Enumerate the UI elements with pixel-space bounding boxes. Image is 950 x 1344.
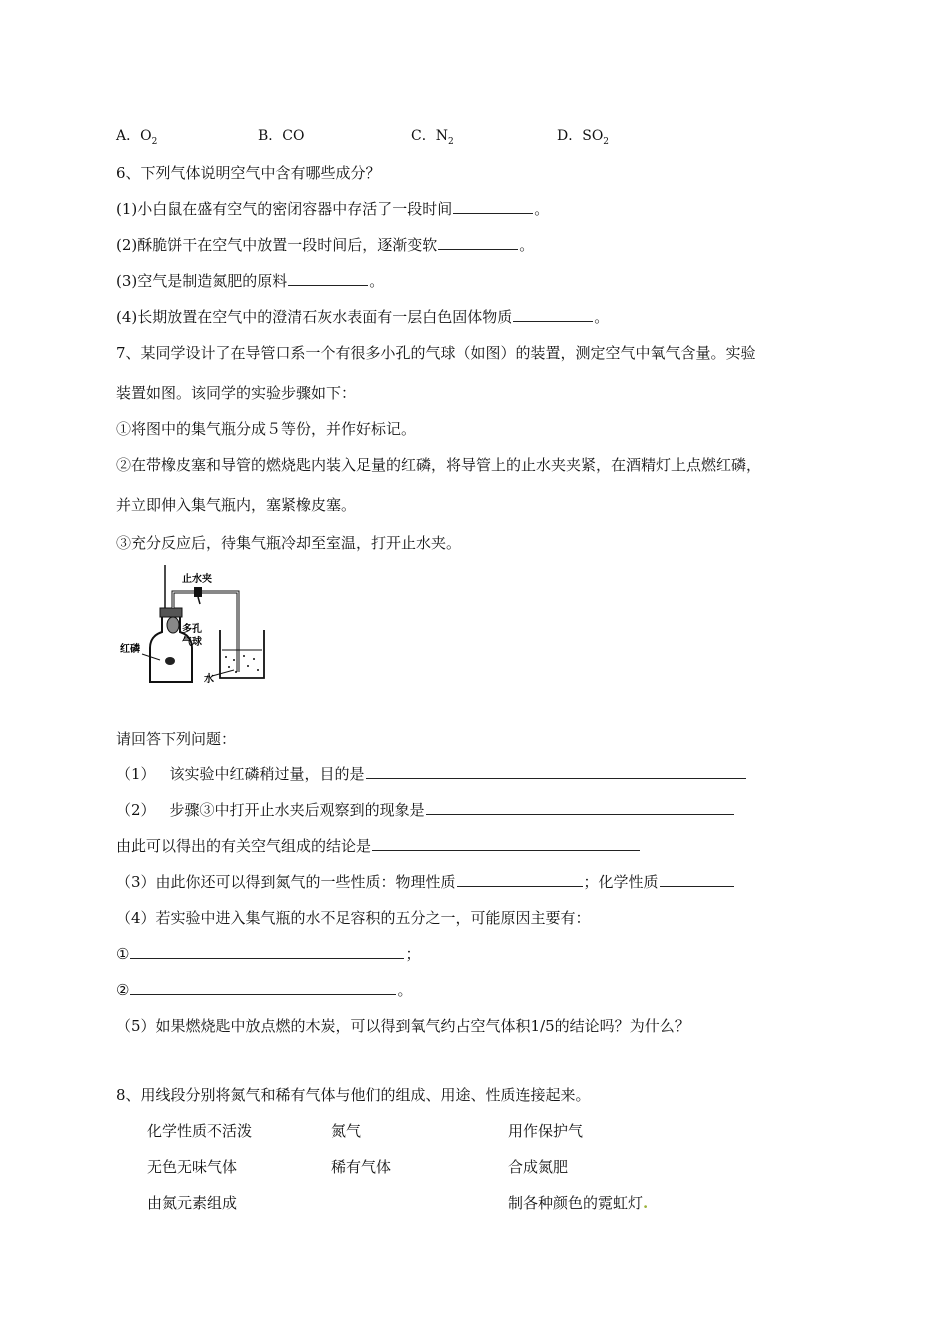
q6-item-3: (3)空气是制造氮肥的原料 。 <box>116 272 385 290</box>
answer-blank[interactable] <box>372 836 640 851</box>
property-item[interactable]: 无色无味气体 <box>147 1158 238 1176</box>
q7-intro-line-2: 装置如图。该同学的实验步骤如下： <box>116 384 357 402</box>
label-balloon-2: 气球 <box>182 637 202 648</box>
q7-sub-3: （3）由此你还可以得到氮气的一些性质：物理性质 ；化学性质 <box>116 872 735 892</box>
q6-item-4: (4)长期放置在空气中的澄清石灰水表面有一层白色固体物质 。 <box>116 308 610 326</box>
answer-blank[interactable] <box>660 872 734 887</box>
q7-sub-2: （2） 步骤③中打开止水夹后观察到的现象是 <box>116 800 735 820</box>
answer-blank[interactable] <box>366 764 746 779</box>
label-water: 水 <box>204 674 214 685</box>
q7-sub-5: （5）如果燃烧匙中放点燃的木炭，可以得到氧气约占空气体积1/5的结论吗？为什么？ <box>116 1017 690 1035</box>
label-phosphorus: 红磷 <box>120 644 140 655</box>
apparatus-figure <box>116 562 278 686</box>
label-clamp: 止水夹 <box>182 574 212 585</box>
answer-blank[interactable] <box>426 800 734 815</box>
q6-item-2: (2)酥脆饼干在空气中放置一段时间后，逐渐变软 。 <box>116 236 535 254</box>
option-c: C．$N_2$ <box>411 128 454 147</box>
q7-reason-2: ② 。 <box>116 981 413 999</box>
gas-item[interactable]: 稀有气体 <box>331 1158 392 1176</box>
q7-sub-4: （4）若实验中进入集气瓶的水不足容积的五分之一，可能原因主要有： <box>116 909 591 927</box>
label-balloon-1: 多孔 <box>182 624 202 635</box>
use-item[interactable]: 制各种颜色的霓虹灯. <box>508 1194 649 1212</box>
q7-step-2a: ②在带橡皮塞和导管的燃烧匙内装入足量的红磷，将导管上的止水夹夹紧，在酒精灯上点燃红磷， <box>116 456 762 474</box>
use-item[interactable]: 合成氮肥 <box>508 1158 569 1176</box>
q6-item-1: (1)小白鼠在盛有空气的密闭容器中存活了一段时间 。 <box>116 200 550 218</box>
option-d: D．$SO_2$ <box>557 128 610 147</box>
q7-sub-1: （1） 该实验中红磷稍过量，目的是 <box>116 764 747 784</box>
q8-title: 8、用线段分别将氮气和稀有气体与他们的组成、用途、性质连接起来。 <box>116 1086 591 1104</box>
gas-item[interactable]: 氮气 <box>331 1122 362 1140</box>
answer-blank[interactable] <box>438 235 518 250</box>
property-item[interactable]: 由氮元素组成 <box>147 1194 238 1212</box>
q7-reason-1: ① ； <box>116 945 421 963</box>
q7-step-2b: 并立即伸入集气瓶内，塞紧橡皮塞。 <box>116 496 357 514</box>
q7-conclusion: 由此可以得出的有关空气组成的结论是 <box>116 836 641 856</box>
q7-prompt: 请回答下列问题： <box>116 730 237 748</box>
q7-step-1: ①将图中的集气瓶分成５等份，并作好标记。 <box>116 420 417 438</box>
option-a: A．$O_2$ <box>116 128 158 147</box>
property-item[interactable]: 化学性质不活泼 <box>147 1122 253 1140</box>
answer-blank[interactable] <box>288 271 368 286</box>
answer-blank[interactable] <box>130 944 404 959</box>
option-b: B．CO <box>258 128 305 144</box>
use-item[interactable]: 用作保护气 <box>508 1122 584 1140</box>
answer-blank[interactable] <box>513 307 593 322</box>
answer-blank[interactable] <box>457 872 583 887</box>
q7-step-3: ③充分反应后，待集气瓶冷却至室温，打开止水夹。 <box>116 534 462 552</box>
answer-blank[interactable] <box>453 199 533 214</box>
answer-blank[interactable] <box>130 980 396 995</box>
q7-intro-line-1: 7、某同学设计了在导管口系一个有很多小孔的气球（如图）的装置，测定空气中氧气含量。实验 <box>116 344 756 362</box>
q6-title: 6、下列气体说明空气中含有哪些成分？ <box>116 164 381 182</box>
